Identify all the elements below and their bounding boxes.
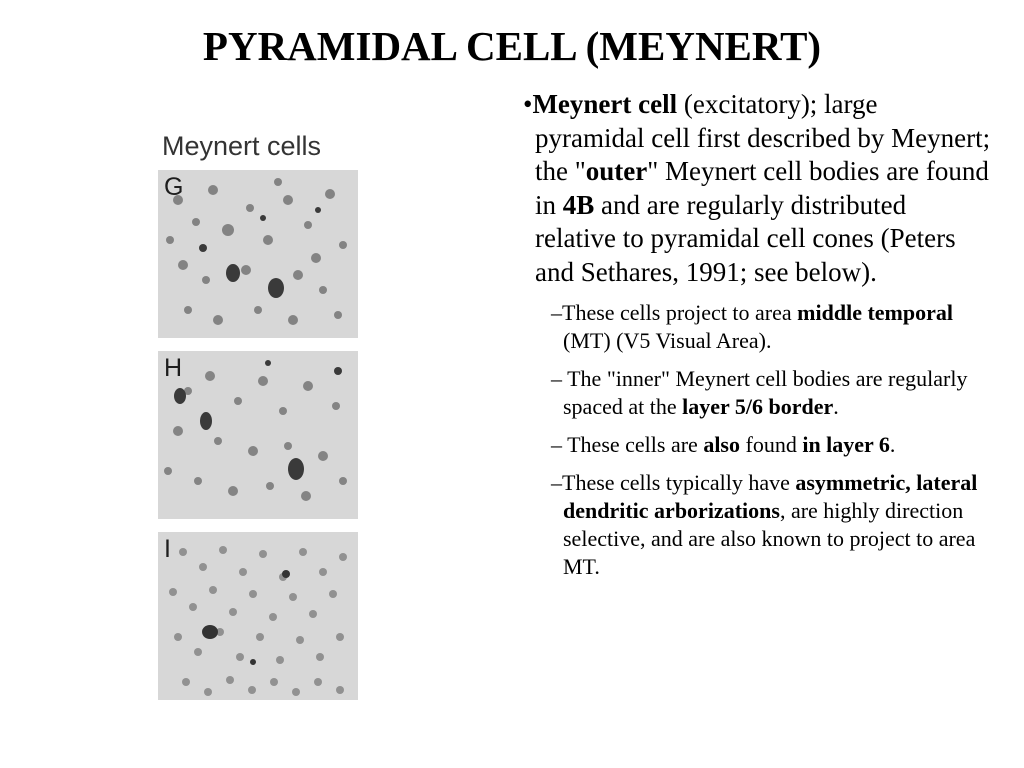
bullet-text: .	[833, 394, 839, 419]
bullet-text: , are highly direction selective, and are also known to project to area MT.	[563, 498, 976, 579]
panel-label-i: I	[164, 535, 171, 563]
dash-marker: –	[551, 366, 568, 391]
panel-g-cells	[158, 170, 358, 338]
bullet-text: These cells typically have	[562, 470, 796, 495]
sub-bullet-2	[551, 365, 993, 421]
panel-label-g: G	[164, 173, 184, 201]
micrograph-panel-i	[158, 532, 358, 700]
bullet-text: (excitatory); large pyramidal cell first described by Meynert; the "	[535, 89, 991, 186]
panel-label-h: H	[164, 354, 183, 382]
figure-title: Meynert cells	[162, 131, 322, 161]
bullet-text: and are regularly distributed relative to pyramidal cell cones (Peters and Sethares, 1991; see below).	[535, 189, 956, 287]
micrograph-panel-g	[158, 170, 358, 338]
slide-title: PYRAMIDAL CELL (MEYNERT)	[202, 23, 822, 69]
bold-term: also	[703, 432, 740, 457]
sub-bullet-3	[551, 431, 993, 459]
sub-bullet-1	[551, 299, 993, 355]
bullet-text: found	[740, 432, 803, 457]
micrograph-panel-h	[158, 351, 358, 519]
bullet-list	[523, 88, 993, 581]
bullet-text: (MT) (V5 Visual Area).	[563, 328, 772, 353]
bold-term: 4B	[562, 189, 595, 220]
bullet-main	[523, 88, 993, 289]
dash-marker: –	[551, 470, 562, 495]
bold-term: asymmetric, lateral dendritic arborizations	[563, 470, 978, 523]
bullet-text: .	[889, 432, 896, 457]
dash-marker: –	[551, 300, 562, 325]
bullet-text: These cells project to area	[562, 300, 798, 325]
bullet-text: " Meynert cell bodies are found in	[535, 156, 989, 220]
panel-i-cells	[158, 532, 358, 700]
dash-marker: –	[551, 432, 568, 457]
panel-h-cells	[158, 351, 358, 519]
bullet-text: The "inner" Meynert cell bodies are regularly spaced at the	[563, 366, 968, 419]
bold-term: outer	[585, 156, 648, 186]
micrograph-figure	[157, 122, 359, 700]
bold-term: layer 5/6 border	[682, 394, 834, 419]
bullet-marker: •	[523, 89, 533, 119]
sub-bullet-4	[551, 469, 993, 581]
bold-term: middle temporal	[797, 300, 953, 325]
bullet-text: These cells are	[567, 432, 704, 457]
bold-term: in layer 6	[802, 432, 890, 457]
bold-term: Meynert cell	[532, 89, 678, 119]
